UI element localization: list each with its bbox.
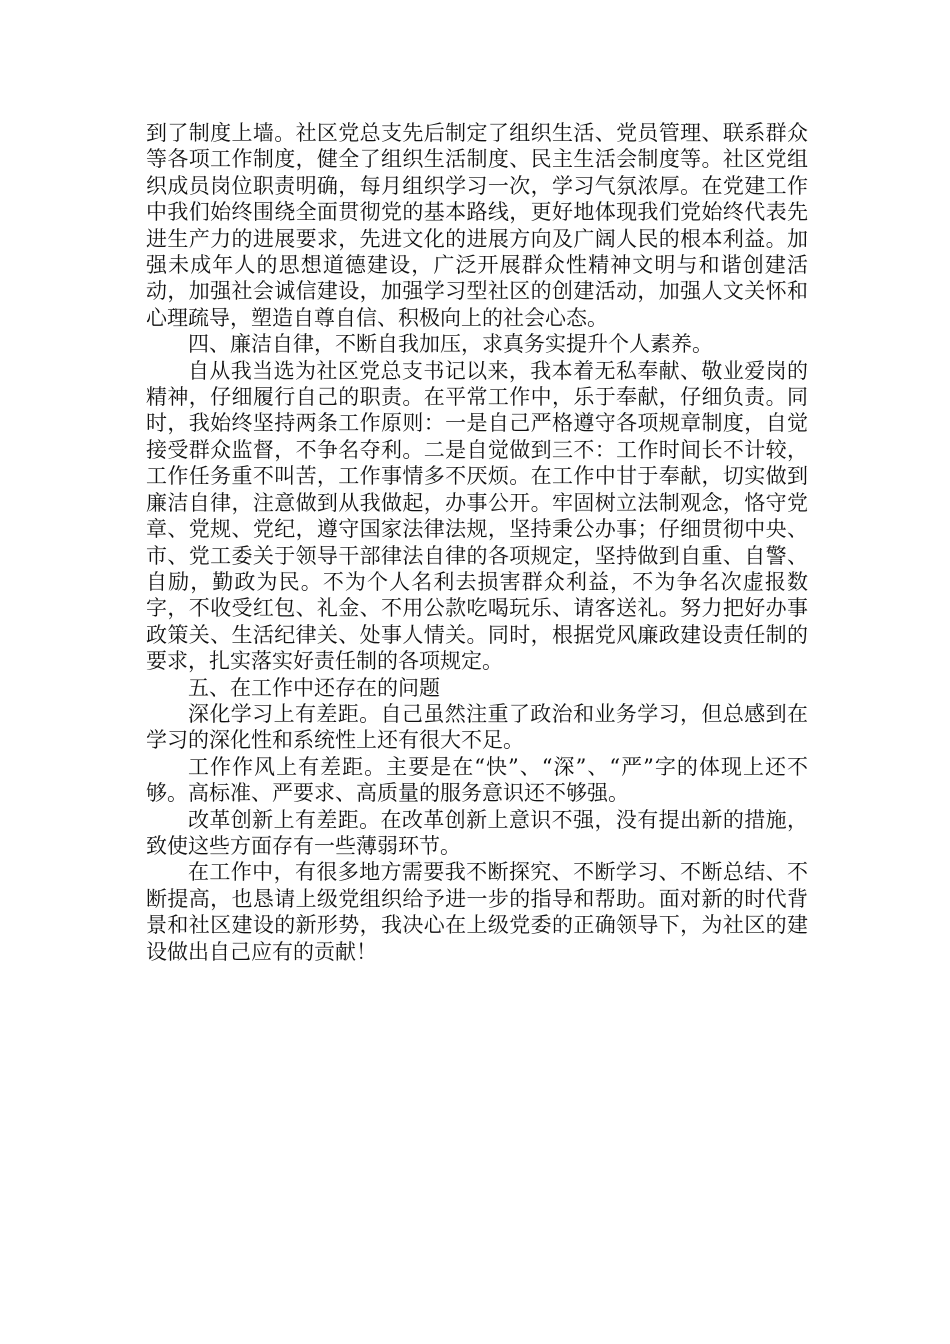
document-body <box>146 120 808 965</box>
paragraph-rules-on-wall: 到了制度上墙。社区党总支先后制定了组织生活、党员管理、联系群众等各项工作制度，健全了组织生活制度、民主生活会制度等。社区党组织成员岗位职责明确，每月组织学习一次，学习气氛浓厚。在党建工作中我们始终围绕全面贯彻党的基本路线，更好地体现我们党始终代表先进生产力的进展要求，先进文化的进展方向及广阔人民的根本利益。加强未成年人的思想道德建设，广泛开展群众性精神文明与和谐创建活动，加强社会诚信建设，加强学习型社区的创建活动，加强人文关怀和心理疏导，塑造自尊自信、积极向上的社会心态。 <box>146 121 808 330</box>
paragraph-study-gap: 深化学习上有差距。自己虽然注重了政治和业务学习，但总感到在学习的深化性和系统性上还有很大不足。 <box>146 701 808 753</box>
paragraph-conclusion: 在工作中，有很多地方需要我不断探究、不断学习、不断总结、不断提高，也恳请上级党组织给予进一步的指导和帮助。面对新的时代背景和社区建设的新形势，我决心在上级党委的正确领导下，为社区的建设做出自己应有的贡献！ <box>146 860 808 964</box>
heading-section-four: 四、廉洁自律，不断自我加压，求真务实提升个人素养。 <box>188 332 713 357</box>
paragraph-work-style-gap: 工作作风上有差距。主要是在“快”、“深”、“严”字的体现上还不够。高标准、严要求、高质量的服务意识还不够强。 <box>146 754 808 806</box>
paragraph-innovation-gap: 改革创新上有差距。在改革创新上意识不强，没有提出新的措施，致使这些方面存有一些薄弱环节。 <box>146 807 808 858</box>
paragraph-self-discipline: 自从我当选为社区党总支书记以来，我本着无私奉献、敬业爱岗的精神，仔细履行自己的职责。在平常工作中，乐于奉献，仔细负责。同时，我始终坚持两条工作原则：一是自己严格遵守各项规章制度，自觉接受群众监督，不争名夺利。二是自觉做到三不：工作时间长不计较，工作任务重不叫苦，工作事情多不厌烦。在工作中甘于奉献，切实做到廉洁自律，注意做到从我做起，办事公开。牢固树立法制观念，恪守党章、党规、党纪，遵守国家法律法规，坚持秉公办事；仔细贯彻中央、市、党工委关于领导干部律法自律的各项规定，坚持做到自重、自警、自励，勤政为民。不为个人名利去损害群众利益，不为争名次虚报数字，不收受红包、礼金、不用公款吃喝玩乐、请客送礼。努力把好办事政策关、生活纪律关、处事人情关。同时，根据党风廉政建设责任制的要求，扎实落实好责任制的各项规定。 <box>146 358 808 674</box>
heading-section-five: 五、在工作中还存在的问题 <box>188 675 440 700</box>
